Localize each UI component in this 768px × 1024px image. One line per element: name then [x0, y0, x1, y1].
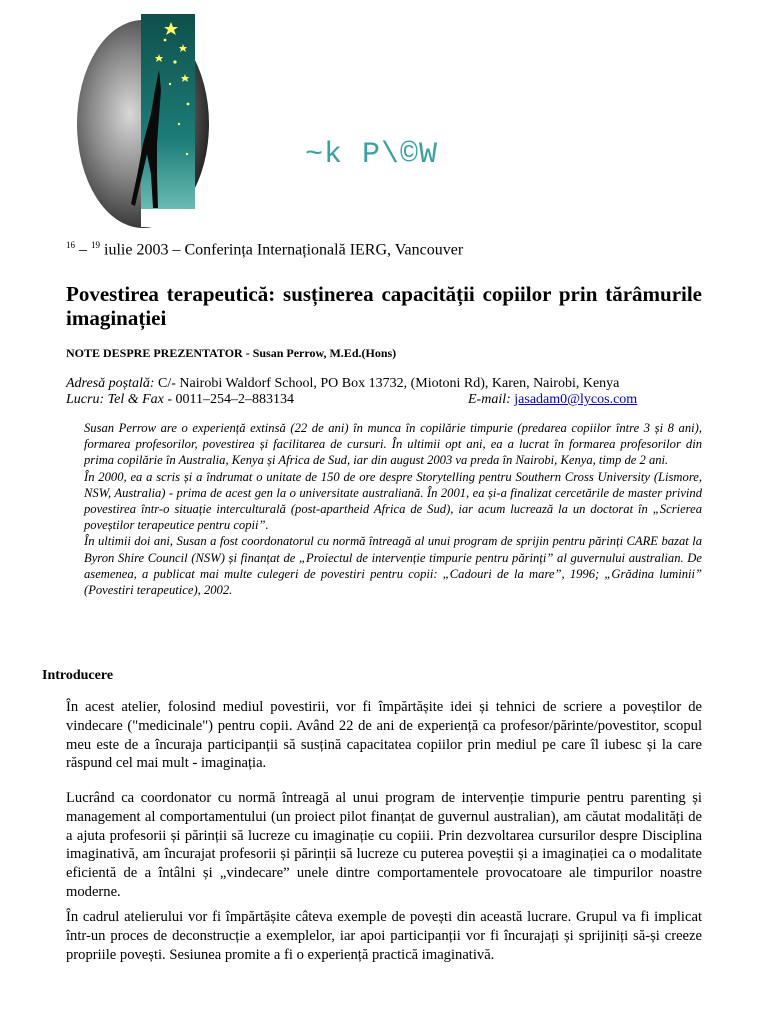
- bio-paragraph: În 2000, ea a scris și a îndrumat o unitate de 150 de ore despre Storytelling pentru Southern Cross University (Lismore, NSW, Australia) - prima de acest gen la o universitate australiană. În 2001, ea și-a finalizat cercetările de master privind povestirea într-o situație interculturală (post-apartheid Africa de Sud), iar acum lucrează la un doctorat în „Scrierea poveștilor terapeutice pentru copii”.: [84, 469, 702, 533]
- work-value: - 0011–254–2–883134: [163, 392, 295, 407]
- conference-day-end: 19: [91, 240, 100, 250]
- document-title: Povestirea terapeutică: susținerea capacității copiilor prin tărâmurile imaginației: [66, 282, 702, 330]
- presenter-note: NOTE DESPRE PREZENTATOR - Susan Perrow, M.Ed.(Hons): [66, 346, 397, 360]
- bio-paragraph: Susan Perrow are o experiență extinsă (22 de ani) în munca în copilărie timpurie (predarea copiilor între 3 și 8 ani), formarea profesorilor, povestirea și facilitarea de cursuri. În ultimii opt ani, ea a lucrat în formarea profesorilor din prima copilărie în Australia, Kenya și Africa de Sud, iar din august 2003 va preda în Nairobi, Kenya, timp de 2 ani.: [84, 421, 702, 468]
- body-paragraph: În acest atelier, folosind mediul povestirii, vor fi împărtășite idei și tehnici de scriere a poveștilor de vindecare ("medicinale") pentru copii. Având 22 de ani de experiență ca profesor/părinte/povestitor, scopul meu este de a încuraja participanții să susțină capacitatea copiilor prin mediul pe care îl iubesc și la care răspund cel mai mult - imaginația.: [66, 699, 702, 772]
- conference-text: iulie 2003 – Conferința Internațională IERG, Vancouver: [100, 241, 464, 259]
- work-line: [66, 392, 706, 408]
- conference-day-start: 16: [66, 240, 75, 250]
- body-paragraph: Lucrând ca coordonator cu normă întreagă al unui program de intervenție timpurie pentru parenting și management al comportamentului (un proiect pilot finanțat de guvernul australian), am căutat modalități de a ajuta profesorii și părinții să lucreze cu imaginație cu copiii. Prin dezvoltarea cursurilor despre Disciplina imaginativă, am încurajat profesorii și părinții să lucreze cu puterea poveștii și a imaginației ca o modalitate eficientă de a întâlni și „vindecare” unele dintre comportamentele provocatoare ale timpurilor noastre moderne.: [66, 790, 702, 900]
- logo-image: [75, 4, 215, 232]
- conference-dash: –: [75, 241, 91, 259]
- email-label: E-mail:: [468, 392, 515, 407]
- presenter-bio: [84, 420, 702, 598]
- bio-paragraph: În ultimii doi ani, Susan a fost coordonatorul cu normă întreagă al unui program de sprijin pentru părinți CARE bazat la Byron Shire Council (NSW) și finanțat de „Proiectul de intervenție timpurie pentru părinți” al guvernului australian. De asemenea, a publicat mai multe culegeri de povestiri pentru copii: „Cadouri de la mare”, 1996; „Grădina luminii” (Povestiri terapeutice), 2002.: [84, 534, 702, 598]
- address-line: [66, 376, 706, 392]
- email-line: [468, 392, 637, 408]
- address-label: Adresă poștală:: [66, 376, 155, 391]
- body-paragraph: În cadrul atelierului vor fi împărtășite câteva exemple de povești din această lucrare. Grupul va fi implicat într-un proces de deconstrucție a exemplelor, iar apoi participanții vor fi încurajați și sprijiniți să-și creeze propriile povești. Sesiunea promite a fi o experiență practică imaginativă.: [66, 909, 702, 963]
- section-heading-introducere: Introducere: [42, 668, 114, 683]
- address-value: C/- Nairobi Waldorf School, PO Box 13732, (Miotoni Rd), Karen, Nairobi, Kenya: [154, 376, 620, 391]
- contact-block: [66, 376, 706, 408]
- logo-text: ~k P\©W: [305, 138, 439, 172]
- email-link[interactable]: jasadam0@lycos.com: [514, 392, 638, 407]
- work-label: Lucru: Tel & Fax: [66, 392, 164, 407]
- conference-line: [66, 240, 463, 259]
